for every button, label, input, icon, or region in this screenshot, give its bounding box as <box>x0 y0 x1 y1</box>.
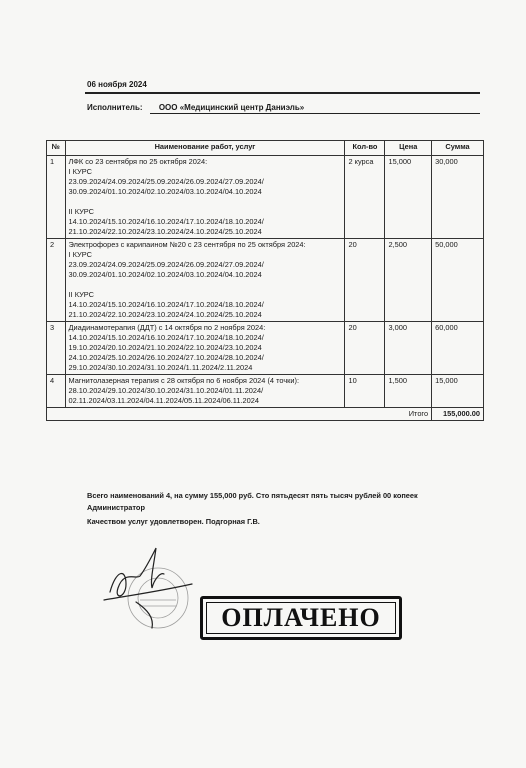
executor-rule <box>150 113 480 114</box>
service-line: Диадинамотерапия (ДДТ) с 14 октября по 2 ноября 2024: <box>68 323 266 332</box>
service-line: 21.10.2024/22.10.2024/23.10.2024/24.10.2024/25.10.2024 <box>68 227 262 236</box>
service-sum: 50,000 <box>432 239 484 322</box>
paid-stamp <box>200 596 402 640</box>
table-header-row <box>47 141 484 156</box>
row-number: 2 <box>47 239 66 322</box>
service-price: 2,500 <box>385 239 432 322</box>
service-line: 14.10.2024/15.10.2024/16.10.2024/17.10.2024/18.10.2024/ <box>68 333 264 342</box>
service-sum: 60,000 <box>432 322 484 375</box>
service-qty: 20 <box>345 322 385 375</box>
service-qty: 10 <box>345 375 385 408</box>
row-number: 1 <box>47 156 66 239</box>
satisfaction-text: Качеством услуг удовлетворен. Подгорная Г.В. <box>87 517 260 526</box>
service-sum: 30,000 <box>432 156 484 239</box>
paid-stamp-text: ОПЛАЧЕНО <box>221 603 381 632</box>
executor-label: Исполнитель: <box>87 103 143 112</box>
header-rule <box>85 92 480 94</box>
document-date: 06 ноября 2024 <box>87 80 147 89</box>
executor-line <box>87 103 304 112</box>
service-line: 24.10.2024/25.10.2024/26.10.2024/27.10.2024/28.10.2024/ <box>68 353 264 362</box>
service-qty: 2 курса <box>345 156 385 239</box>
col-header-qty: Кол-во <box>345 141 385 156</box>
table-row <box>47 322 484 375</box>
service-price: 1,500 <box>385 375 432 408</box>
service-line: 29.10.2024/30.10.2024/31.10.2024/1.11.2024/2.11.2024 <box>68 363 253 372</box>
service-qty: 20 <box>345 239 385 322</box>
service-line: 19.10.2024/20.10.2024/21.10.2024/22.10.2024/23.10.2024 <box>68 343 262 352</box>
col-header-price: Цена <box>385 141 432 156</box>
service-line: 28.10.2024/29.10.2024/30.10.2024/31.10.2024/01.11.2024/ <box>68 386 264 395</box>
service-description <box>65 156 345 239</box>
total-label: Итого <box>47 408 432 421</box>
service-line: 30.09.2024/01.10.2024/02.10.2024/03.10.2024/04.10.2024 <box>68 187 262 196</box>
service-description <box>65 375 345 408</box>
spacer <box>69 280 342 290</box>
service-description <box>65 322 345 375</box>
executor-name: ООО «Медицинский центр Даниэль» <box>158 103 305 112</box>
handwritten-signature <box>104 548 192 628</box>
service-line: II КУРС <box>68 207 94 216</box>
service-description <box>65 239 345 322</box>
service-line: 30.09.2024/01.10.2024/02.10.2024/03.10.2024/04.10.2024 <box>68 270 262 279</box>
service-line: ЛФК со 23 сентября по 25 октября 2024: <box>68 157 208 166</box>
col-header-name: Наименование работ, услуг <box>65 141 345 156</box>
table-row <box>47 375 484 408</box>
summary-text: Всего наименований 4, на сумму 155,000 руб. Сто пятьдесят пять тысяч рублей 00 копеек <box>87 491 418 500</box>
service-price: 15,000 <box>385 156 432 239</box>
col-header-num: № <box>47 141 66 156</box>
service-price: 3,000 <box>385 322 432 375</box>
total-value: 155,000.00 <box>432 408 484 421</box>
col-header-sum: Сумма <box>432 141 484 156</box>
row-number: 3 <box>47 322 66 375</box>
service-line: Электрофорез с карипаином №20 с 23 сентября по 25 октября 2024: <box>68 240 306 249</box>
service-line: 21.10.2024/22.10.2024/23.10.2024/24.10.2024/25.10.2024 <box>68 310 262 319</box>
service-line: 23.09.2024/24.09.2024/25.09.2024/26.09.2024/27.09.2024/ <box>68 260 264 269</box>
service-line: I КУРС <box>68 250 92 259</box>
services-table <box>46 140 484 421</box>
service-line: 23.09.2024/24.09.2024/25.09.2024/26.09.2024/27.09.2024/ <box>68 177 264 186</box>
row-number: 4 <box>47 375 66 408</box>
service-sum: 15,000 <box>432 375 484 408</box>
role-text: Администратор <box>87 503 145 512</box>
total-row <box>47 408 484 421</box>
table-row <box>47 156 484 239</box>
service-line: Магнитолазерная терапия с 28 октября по 6 ноября 2024 (4 точки): <box>68 376 300 385</box>
signature-with-seal <box>96 540 206 635</box>
service-line: 02.11.2024/03.11.2024/04.11.2024/05.11.2024/06.11.2024 <box>68 396 259 405</box>
table-row <box>47 239 484 322</box>
service-line: 14.10.2024/15.10.2024/16.10.2024/17.10.2024/18.10.2024/ <box>68 217 264 226</box>
spacer <box>69 197 342 207</box>
service-line: I КУРС <box>68 167 92 176</box>
service-line: II КУРС <box>68 290 94 299</box>
service-line: 14.10.2024/15.10.2024/16.10.2024/17.10.2024/18.10.2024/ <box>68 300 264 309</box>
